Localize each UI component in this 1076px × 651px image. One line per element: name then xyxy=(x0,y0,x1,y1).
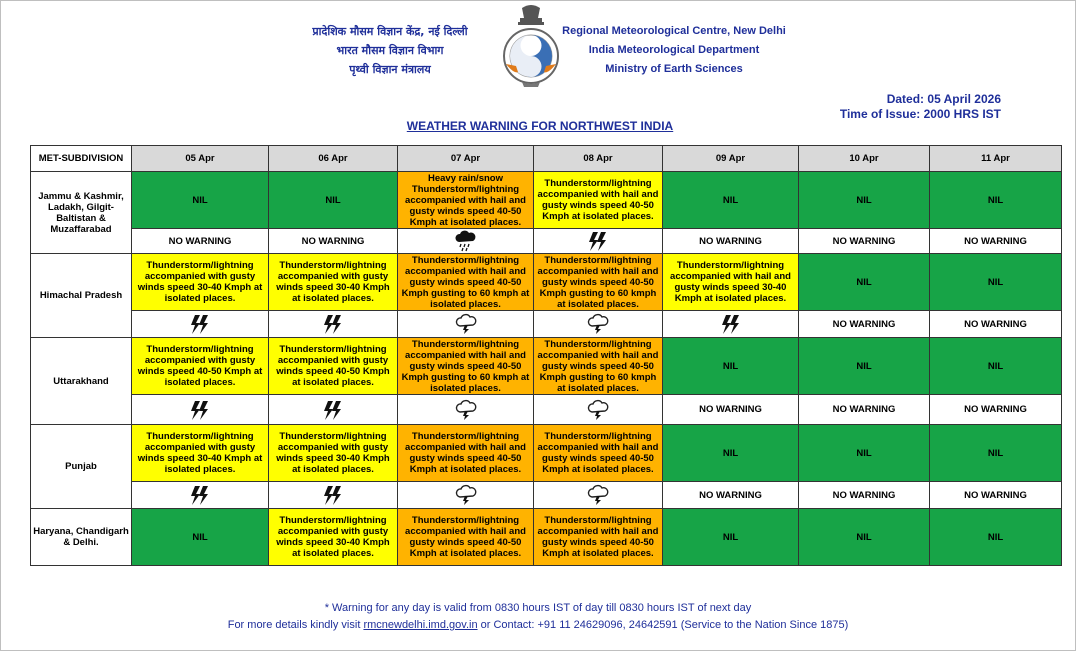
warning-cell: NIL xyxy=(132,509,269,566)
thunder-cloud-icon xyxy=(587,484,609,506)
thunder-cloud-icon xyxy=(587,313,609,335)
subdivision-name: Uttarakhand xyxy=(31,338,132,425)
weather-icon-cell xyxy=(398,311,534,338)
lightning-icon xyxy=(189,313,211,335)
warning-cell: NIL xyxy=(663,172,799,229)
thunder-cloud-icon xyxy=(455,484,477,506)
lightning-icon xyxy=(720,313,742,335)
lightning-icon xyxy=(189,399,211,421)
warning-cell: Thunderstorm/lightning accompanied with gusty winds speed 40-50 Kmph at isolated places. xyxy=(269,338,398,395)
subdivision-name: Haryana, Chandigarh & Delhi. xyxy=(31,509,132,566)
contact-line xyxy=(0,619,1076,631)
warning-cell: Thunderstorm/lightning accompanied with hail and gusty winds speed 40-50 Kmph at isolated places. xyxy=(534,425,663,482)
subdivision-name: Himachal Pradesh xyxy=(31,254,132,338)
details-suffix: or Contact: +91 11 24629096, 24642591 (Service to the Nation Since 1875) xyxy=(477,619,849,631)
page-title: WEATHER WARNING FOR NORTHWEST INDIA xyxy=(406,119,674,133)
day-header: 10 Apr xyxy=(799,146,930,172)
day-header: 08 Apr xyxy=(534,146,663,172)
warning-row xyxy=(31,172,1062,229)
thunder-cloud-icon xyxy=(455,313,477,335)
no-warning-label: NO WARNING xyxy=(663,395,799,425)
warning-cell: NIL xyxy=(799,172,930,229)
day-header: 07 Apr xyxy=(398,146,534,172)
no-warning-label: NO WARNING xyxy=(799,395,930,425)
warning-cell: Thunderstorm/lightning accompanied with gusty winds speed 40-50 Kmph at isolated places. xyxy=(132,338,269,395)
warning-cell: Thunderstorm/lightning accompanied with hail and gusty winds speed 40-50 Kmph at isolated places. xyxy=(534,509,663,566)
warning-cell: Thunderstorm/lightning accompanied with gusty winds speed 30-40 Kmph at isolated places. xyxy=(269,425,398,482)
validity-note: * Warning for any day is valid from 0830 hours IST of day till 0830 hours IST of next day xyxy=(324,602,752,614)
weather-icon-cell xyxy=(132,482,269,509)
weather-icon-cell xyxy=(398,229,534,254)
warning-cell: NIL xyxy=(930,425,1062,482)
hindi-line-2: भारत मौसम विज्ञान विभाग xyxy=(336,44,444,57)
warning-cell: NIL xyxy=(663,509,799,566)
no-warning-label: NO WARNING xyxy=(799,482,930,509)
warning-cell: NIL xyxy=(663,338,799,395)
warning-cell: Thunderstorm/lightning accompanied with gusty winds speed 30-40 Kmph at isolated places. xyxy=(269,254,398,311)
warning-cell: NIL xyxy=(930,254,1062,311)
lightning-icon xyxy=(189,484,211,506)
english-line-1: Regional Meteorological Centre, New Delhi xyxy=(562,25,786,37)
warning-cell: NIL xyxy=(930,338,1062,395)
warning-cell: Thunderstorm/lightning accompanied with hail and gusty winds speed 40-50 Kmph at isolated places. xyxy=(534,172,663,229)
warning-cell: Thunderstorm/lightning accompanied with hail and gusty winds speed 40-50 Kmph at isolated places. xyxy=(398,509,534,566)
lightning-icon xyxy=(322,484,344,506)
lightning-icon xyxy=(322,399,344,421)
warning-row xyxy=(31,338,1062,395)
day-header: 11 Apr xyxy=(930,146,1062,172)
day-header: 09 Apr xyxy=(663,146,799,172)
weather-icon-cell xyxy=(132,311,269,338)
day-header: 06 Apr xyxy=(269,146,398,172)
weather-icon-cell xyxy=(663,311,799,338)
day-header-row xyxy=(31,146,1062,172)
warning-cell: NIL xyxy=(799,338,930,395)
warning-cell: Thunderstorm/lightning accompanied with hail and gusty winds speed 40-50 Kmph at isolated places. xyxy=(398,425,534,482)
no-warning-label: NO WARNING xyxy=(930,482,1062,509)
thunder-cloud-icon xyxy=(587,399,609,421)
thunder-cloud-icon xyxy=(455,399,477,421)
weather-icon-cell xyxy=(132,395,269,425)
hindi-header xyxy=(270,22,510,79)
warning-cell: Thunderstorm/lightning accompanied with hail and gusty winds speed 30-40 Kmph at isolated places. xyxy=(663,254,799,311)
warning-cell: Thunderstorm/lightning accompanied with hail and gusty winds speed 40-50 Kmph gusting to 60 kmph at isolated places. xyxy=(534,338,663,395)
warning-row xyxy=(31,425,1062,482)
warning-cell: NIL xyxy=(269,172,398,229)
warning-table xyxy=(30,145,1062,566)
warning-cell: Thunderstorm/lightning accompanied with gusty winds speed 30-40 Kmph at isolated places. xyxy=(269,509,398,566)
weather-icon-cell xyxy=(269,311,398,338)
hindi-line-3: पृथ्वी विज्ञान मंत्रालय xyxy=(349,63,431,76)
details-prefix: For more details kindly visit xyxy=(227,619,364,631)
time-of-issue: Time of Issue: 2000 HRS IST xyxy=(839,107,1001,121)
weather-icon-cell xyxy=(269,482,398,509)
weather-icon-cell xyxy=(534,482,663,509)
weather-icon-cell xyxy=(534,229,663,254)
no-warning-label: NO WARNING xyxy=(663,229,799,254)
warning-row xyxy=(31,509,1062,566)
lightning-icon xyxy=(322,313,344,335)
website-link[interactable]: rmcnewdelhi.imd.gov.in xyxy=(363,619,478,631)
dated-text: Dated: 05 April 2026 xyxy=(886,92,1001,106)
subdivision-name: Punjab xyxy=(31,425,132,509)
rain-snow-icon xyxy=(455,230,477,252)
issue-info xyxy=(840,92,1001,122)
warning-cell: Thunderstorm/lightning accompanied with gusty winds speed 30-40 Kmph at isolated places. xyxy=(132,254,269,311)
imd-emblem-icon xyxy=(500,4,562,88)
english-line-2: India Meteorological Department xyxy=(588,44,760,56)
warning-cell: Thunderstorm/lightning accompanied with hail and gusty winds speed 40-50 Kmph gusting to 60 kmph at isolated places. xyxy=(398,338,534,395)
warning-cell: NIL xyxy=(799,425,930,482)
no-warning-label: NO WARNING xyxy=(930,229,1062,254)
subdivision-name: Jammu & Kashmir, Ladakh, Gilgit-Baltistan & Muzaffarabad xyxy=(31,172,132,254)
warning-cell: NIL xyxy=(799,509,930,566)
warning-cell: NIL xyxy=(663,425,799,482)
subdivision-header: MET-SUBDIVISION xyxy=(31,146,132,172)
weather-icon-cell xyxy=(534,395,663,425)
weather-icon-cell xyxy=(269,395,398,425)
weather-icon-cell xyxy=(534,311,663,338)
english-line-3: Ministry of Earth Sciences xyxy=(605,63,743,75)
hindi-line-1: प्रादेशिक मौसम विज्ञान केंद्र, नई दिल्ली xyxy=(312,25,468,38)
warning-cell: Thunderstorm/lightning accompanied with hail and gusty winds speed 40-50 Kmph gusting to 60 kmph at isolated places. xyxy=(534,254,663,311)
no-warning-label: NO WARNING xyxy=(930,311,1062,338)
warning-cell: Heavy rain/snow Thunderstorm/lightning accompanied with hail and gusty winds speed 40-50 Kmph at isolated places. xyxy=(398,172,534,229)
no-warning-label: NO WARNING xyxy=(132,229,269,254)
warning-row xyxy=(31,254,1062,311)
warning-cell: NIL xyxy=(930,172,1062,229)
no-warning-label: NO WARNING xyxy=(269,229,398,254)
weather-icon-cell xyxy=(398,395,534,425)
warning-cell: NIL xyxy=(132,172,269,229)
icon-row xyxy=(31,311,1062,338)
icon-row xyxy=(31,482,1062,509)
english-header xyxy=(562,22,786,79)
icon-row xyxy=(31,229,1062,254)
no-warning-label: NO WARNING xyxy=(799,311,930,338)
day-header: 05 Apr xyxy=(132,146,269,172)
warning-cell: Thunderstorm/lightning accompanied with hail and gusty winds speed 40-50 Kmph gusting to 60 kmph at isolated places. xyxy=(398,254,534,311)
no-warning-label: NO WARNING xyxy=(930,395,1062,425)
warning-cell: Thunderstorm/lightning accompanied with gusty winds speed 30-40 Kmph at isolated places. xyxy=(132,425,269,482)
weather-icon-cell xyxy=(398,482,534,509)
no-warning-label: NO WARNING xyxy=(799,229,930,254)
warning-cell: NIL xyxy=(799,254,930,311)
icon-row xyxy=(31,395,1062,425)
warning-cell: NIL xyxy=(930,509,1062,566)
lightning-icon xyxy=(587,230,609,252)
no-warning-label: NO WARNING xyxy=(663,482,799,509)
